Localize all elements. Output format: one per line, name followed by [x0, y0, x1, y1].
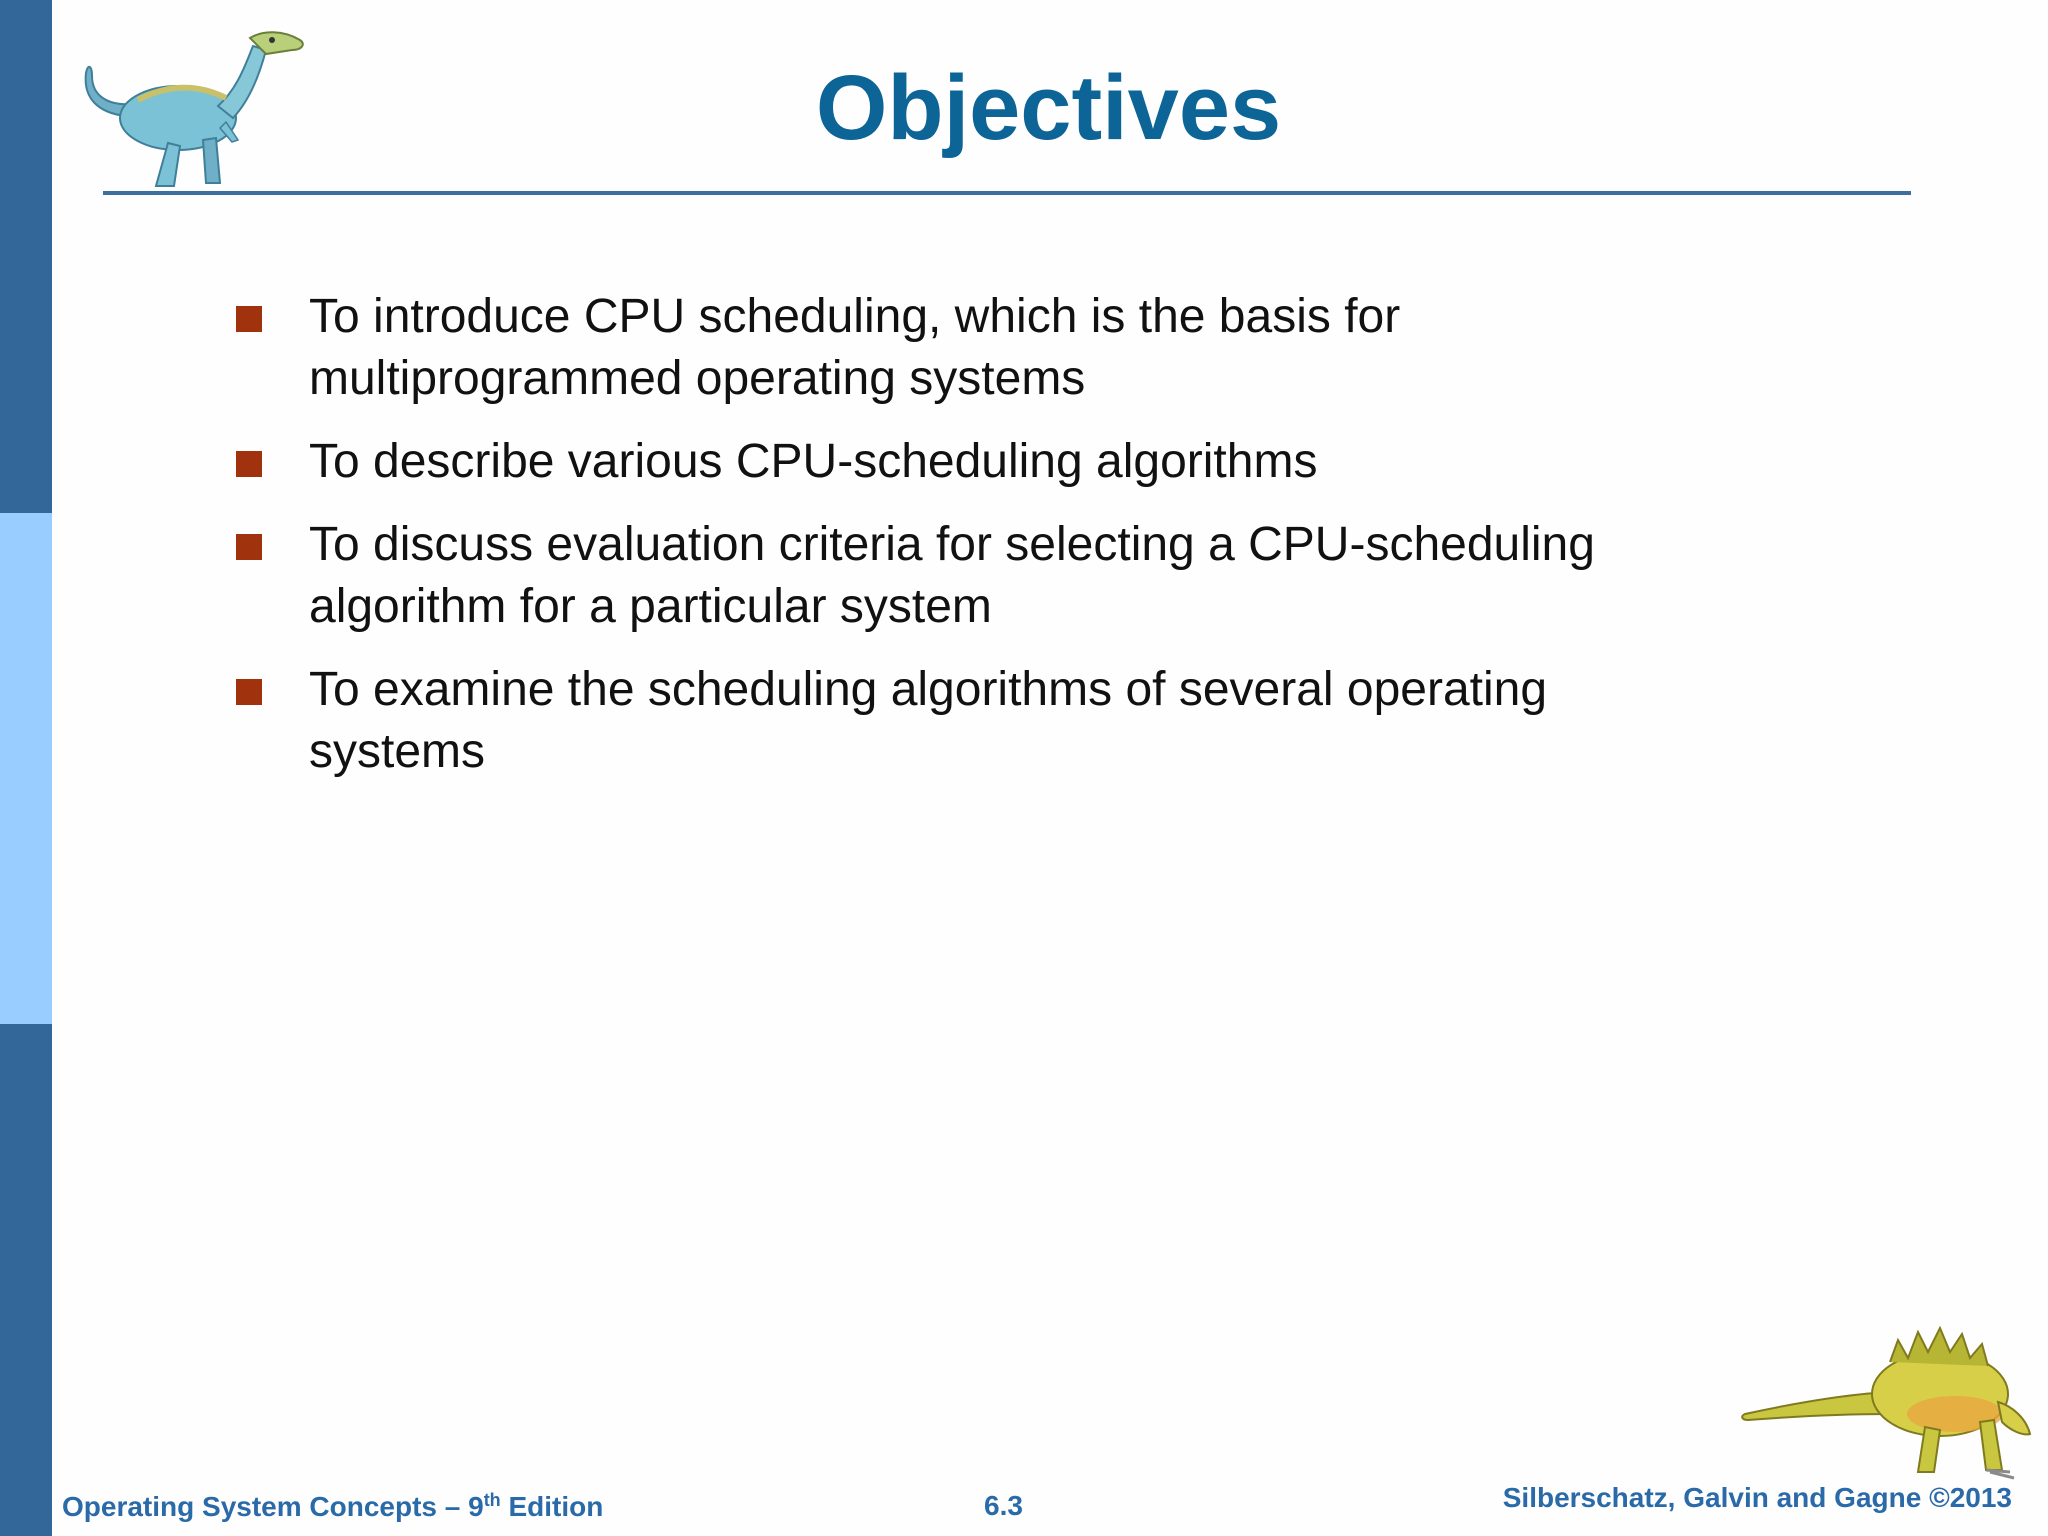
bullet-text-line: To discuss evaluation criteria for selecting a CPU-scheduling [309, 518, 1595, 571]
bullet-text-line: To examine the scheduling algorithms of several operating [309, 663, 1548, 716]
bullet-text-line: To describe various CPU-scheduling algorithms [309, 435, 1318, 488]
bullet-text-line: multiprogrammed operating systems [309, 352, 1086, 405]
sidebar-bar-bottom [0, 1024, 52, 1536]
page-title: Objectives [815, 57, 1282, 159]
list-item [236, 286, 1796, 410]
sidebar-bar-middle [0, 513, 52, 1024]
bullet-text-line: To introduce CPU scheduling, which is the basis for [309, 290, 1401, 343]
square-bullet-icon [236, 679, 262, 705]
page-number: 6.3 [984, 1490, 1023, 1521]
footer-book-edition-suffix: th [483, 1490, 501, 1510]
square-bullet-icon [236, 451, 262, 477]
list-item [236, 659, 1796, 783]
bullet-text-line: systems [309, 725, 486, 778]
list-item [236, 431, 1796, 493]
footer-book-suffix: Edition [500, 1491, 604, 1522]
square-bullet-icon [236, 534, 262, 560]
footer-authors: Silberschatz, Galvin and Gagne ©2013 [1502, 1482, 2012, 1513]
dinosaur-icon [1740, 1322, 2040, 1482]
footer-book-title [62, 1490, 603, 1523]
footer-book-prefix: Operating System Concepts – 9 [62, 1491, 484, 1522]
list-item [236, 514, 1796, 638]
square-bullet-icon [236, 306, 262, 332]
bullet-text-line: algorithm for a particular system [309, 580, 992, 633]
objectives-list [236, 286, 1796, 804]
title-divider [103, 191, 1911, 195]
